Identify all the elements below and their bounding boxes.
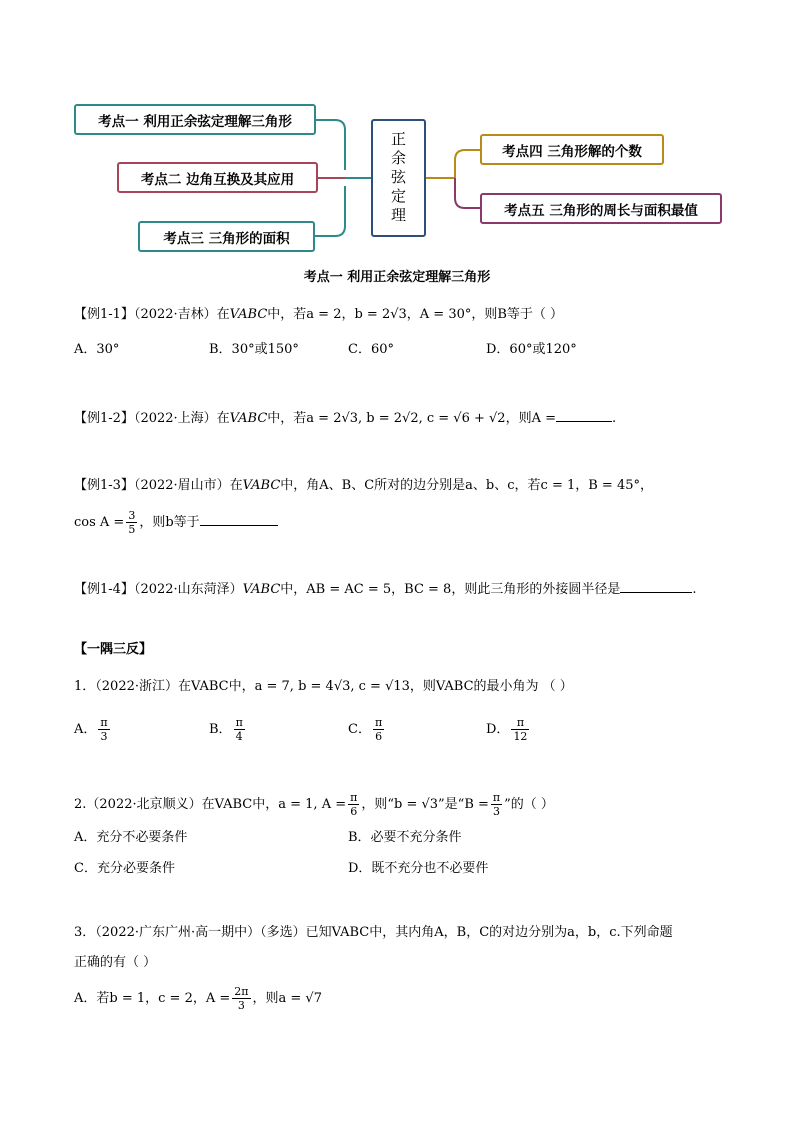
question-2 <box>74 788 554 822</box>
frac-num: π <box>350 791 358 804</box>
frac-num: π <box>235 716 243 729</box>
q2-option-c: C．充分必要条件 <box>74 861 175 876</box>
example-1-4: 【例1-4】（2022·山东菏泽）VABC中，AB = AC = 5，BC = 8，则此三角形的外接圆半径是 . <box>74 582 697 597</box>
q2-option-a: A．充分不必要条件 <box>74 830 188 845</box>
question-text: ，则“b = √3”是“B = <box>361 797 489 812</box>
option-label: B． <box>209 722 232 737</box>
example-source: （2022·眉山市）在 <box>133 478 243 493</box>
frac-num: 2π <box>234 985 249 998</box>
q2-option-b: B．必要不充分条件 <box>348 830 462 845</box>
fraction <box>234 716 245 743</box>
triangle-symbol: VABC <box>242 478 281 493</box>
answer-blank <box>556 421 612 422</box>
ex1-option-c: C．60° <box>348 342 394 357</box>
fraction <box>232 985 250 1012</box>
answer-blank <box>620 592 692 593</box>
q1-option-d <box>486 712 531 748</box>
example-tag: 【例1-2】 <box>74 411 134 426</box>
frac-den: 3 <box>493 805 501 818</box>
section-title: 考点一 利用正余弦定理解三角形 <box>303 270 491 285</box>
triangle-symbol: VABC <box>242 582 281 597</box>
question-text: ”的（ ） <box>504 797 554 812</box>
example-text: 中，若a = 2，b = 2√3，A = 30°，则B等于（ ） <box>267 307 564 322</box>
frac-den: 12 <box>513 730 528 743</box>
q1-option-c <box>348 712 386 748</box>
frac-num: π <box>492 791 501 804</box>
q1-option-b <box>209 712 247 748</box>
q1-option-a <box>74 712 112 748</box>
q2-option-d: D．既不充分也不必要件 <box>348 861 489 876</box>
triangle-symbol: VABC <box>229 411 268 426</box>
mindmap-center: 正余弦定理 <box>371 119 426 237</box>
cos-expression: cos A = <box>74 515 125 530</box>
frac-num: π <box>374 716 383 729</box>
frac-num: π <box>511 716 529 730</box>
frac-num: 3 <box>128 509 136 522</box>
example-source: （2022·吉林）在 <box>133 307 230 322</box>
frac-den: 5 <box>128 523 136 536</box>
frac-den: 3 <box>237 999 245 1012</box>
question-1: 1．（2022·浙江）在VABC中，a = 7, b = 4√3, c = √13，则VABC的最小角为 （ ） <box>74 679 573 694</box>
option-text: ，则a = √7 <box>252 991 322 1006</box>
fraction <box>98 716 109 743</box>
frac-den: 3 <box>100 730 108 743</box>
frac-num: π <box>100 716 108 729</box>
fraction <box>348 791 359 818</box>
example-text: ，则b等于 <box>139 515 200 530</box>
q3-option-a <box>74 982 322 1016</box>
example-tag: 【例1-3】 <box>74 478 134 493</box>
example-source: （2022·上海）在 <box>133 411 230 426</box>
topic-box-3: 考点三 三角形的面积 <box>138 221 315 252</box>
option-text: A．若b = 1，c = 2，A = <box>74 991 231 1006</box>
frac-den: 6 <box>375 730 383 743</box>
option-label: C． <box>348 722 371 737</box>
topic-box-1: 考点一 利用正余弦定理解三角形 <box>74 104 316 135</box>
fraction <box>373 716 384 743</box>
ex1-option-b: B．30°或150° <box>209 342 299 357</box>
practice-title: 【一隅三反】 <box>74 642 153 657</box>
example-1-3 <box>74 476 653 496</box>
ex1-option-a: A．30° <box>74 342 120 357</box>
answer-blank <box>200 525 278 526</box>
example-1-2: 【例1-2】（2022·上海）在VABC中，若a = 2√3, b = 2√2, c = √6 + √2，则A = . <box>74 411 617 426</box>
option-label: D． <box>486 722 510 737</box>
example-1-1 <box>74 305 563 325</box>
frac-den: 4 <box>235 730 243 743</box>
topic-box-4: 考点四 三角形解的个数 <box>480 134 664 165</box>
example-tag: 【例1-4】 <box>74 582 134 597</box>
example-tag: 【例1-1】 <box>74 307 134 322</box>
triangle-symbol: VABC <box>229 307 268 322</box>
frac-den: 6 <box>350 805 358 818</box>
option-label: A． <box>74 722 97 737</box>
example-text: 中，角A、B、C所对的边分别是a、b、c，若c = 1，B = 45°， <box>280 478 653 493</box>
fraction <box>126 509 137 536</box>
question-3-line2: 正确的有（ ） <box>74 955 157 970</box>
example-source: （2022·山东菏泽） <box>133 582 243 597</box>
example-text: 中，AB = AC = 5，BC = 8，则此三角形的外接圆半径是 <box>280 582 621 597</box>
example-text: 中，若a = 2√3, b = 2√2, c = √6 + √2，则A = <box>267 411 556 426</box>
topic-box-5: 考点五 三角形的周长与面积最值 <box>480 193 722 224</box>
topic-box-2: 考点二 边角互换及其应用 <box>117 162 318 193</box>
question-3: 3．（2022·广东广州·高一期中）（多选）已知VABC中，其内角A，B，C的对边分别为a，b，c.下列命题 <box>74 925 673 940</box>
ex1-option-d: D．60°或120° <box>486 342 577 357</box>
example-1-3-line2 <box>74 506 278 540</box>
question-text: 2.（2022·北京顺义）在VABC中，a = 1, A = <box>74 797 347 812</box>
fraction <box>491 791 502 818</box>
fraction <box>511 716 529 743</box>
